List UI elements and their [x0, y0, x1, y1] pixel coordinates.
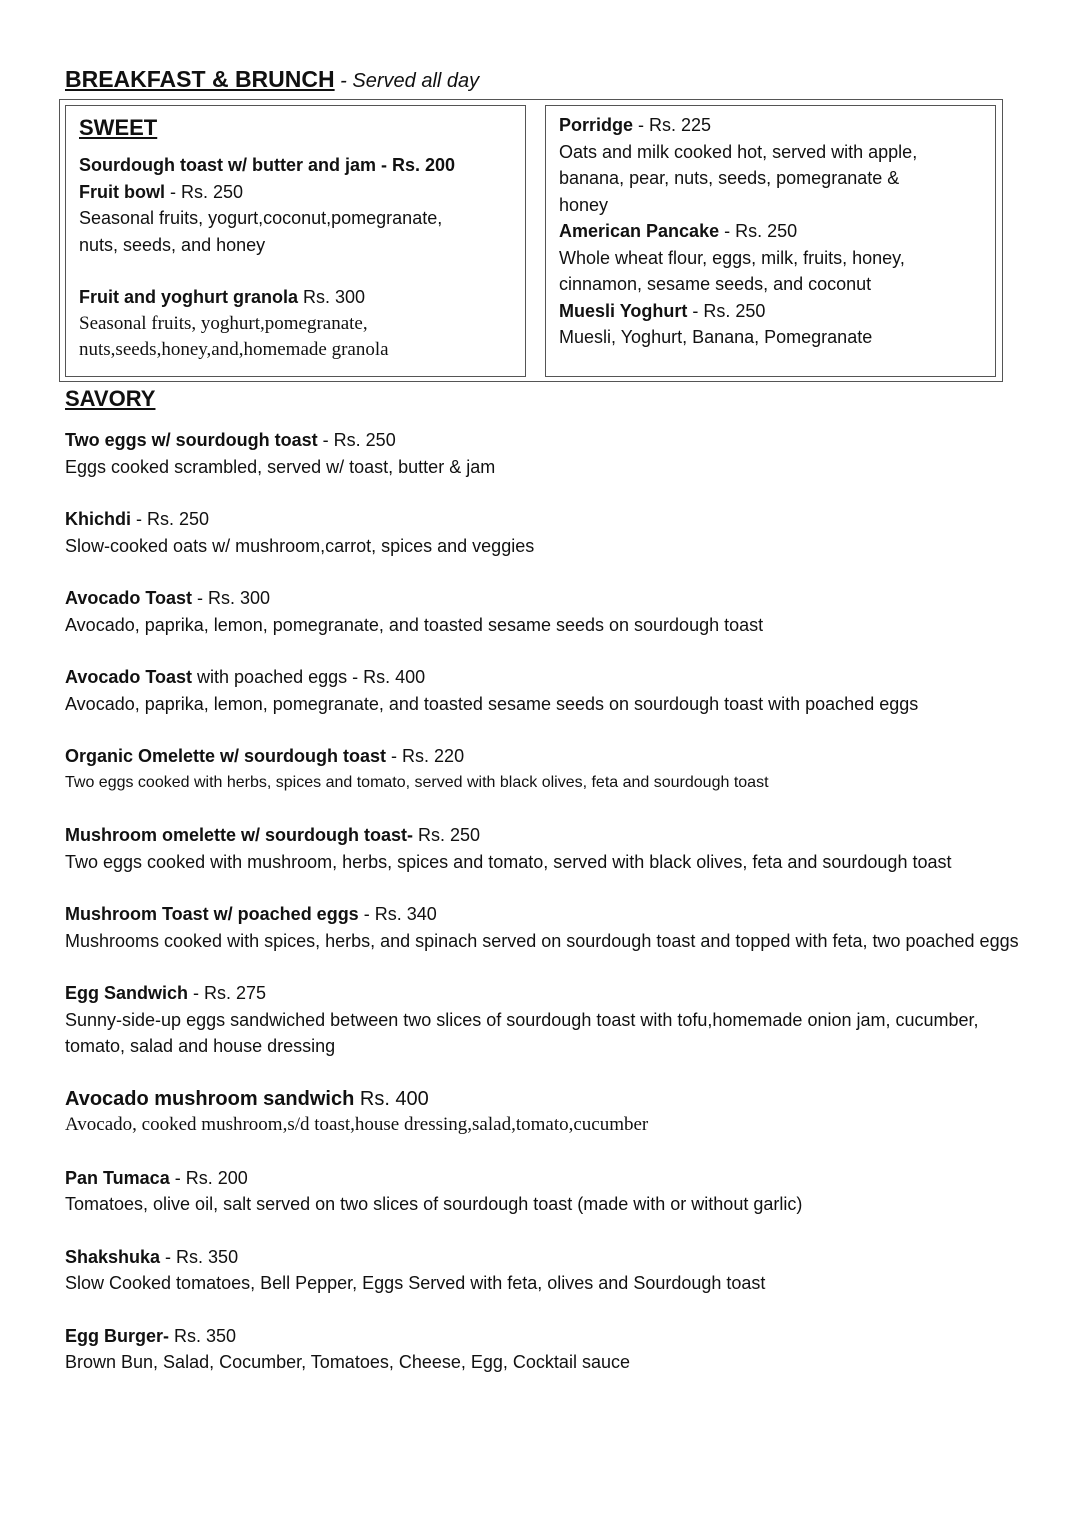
- savory-item-desc: Two eggs cooked with herbs, spices and tomato, served with black olives, feta and sourdough toast: [65, 773, 769, 791]
- pancake-name: American Pancake: [559, 221, 720, 241]
- savory-item-name: Mushroom omelette w/ sourdough toast-: [65, 825, 414, 845]
- savory-item-desc: Tomatoes, olive oil, salt served on two slices of sourdough toast (made with or without garlic): [65, 1194, 803, 1214]
- savory-item-price: - Rs. 300: [192, 588, 271, 608]
- savory-item-price: with poached eggs - Rs. 400: [192, 667, 426, 687]
- sweet-item-2-desc-2: nuts, seeds, and honey: [79, 234, 266, 255]
- savory-item: [65, 427, 1025, 480]
- savory-item-desc: Avocado, paprika, lemon, pomegranate, and toasted sesame seeds on sourdough toast with poached eggs: [65, 693, 919, 714]
- sweet-title: SWEET: [79, 115, 158, 140]
- sweet-item-2-name: Fruit bowl: [79, 181, 165, 202]
- savory-item-price: - Rs. 220: [386, 746, 465, 766]
- sweet-box: [65, 105, 526, 377]
- savory-item-desc: Sunny-side-up eggs sandwiched between two slices of sourdough toast with tofu,homemade onion jam, cucumber, tomato, salad and house dressing: [65, 1009, 979, 1056]
- savory-item-name: Two eggs w/ sourdough toast: [65, 430, 318, 450]
- sweet-item-2-price: - Rs. 250: [164, 181, 244, 202]
- sweet-item-3-price: Rs. 300: [298, 287, 366, 307]
- savory-item-price: - Rs. 200: [169, 1167, 248, 1188]
- savory-item-name: Egg Sandwich: [65, 983, 189, 1003]
- savory-item-price: - Rs. 250: [131, 509, 210, 529]
- savory-item: [65, 743, 1025, 796]
- savory-item-name: Shakshuka: [65, 1246, 161, 1267]
- porridge-price: - Rs. 225: [633, 115, 712, 135]
- porridge-name: Porridge: [559, 115, 634, 135]
- savory-item-price: Rs. 250: [413, 825, 481, 845]
- porridge-desc-3: honey: [559, 194, 609, 215]
- savory-section: [65, 385, 1025, 1402]
- muesli-desc-1: Muesli, Yoghurt, Banana, Pomegranate: [559, 327, 873, 347]
- muesli-price: - Rs. 250: [687, 300, 766, 321]
- savory-item-price: - Rs. 250: [317, 430, 396, 450]
- porridge-desc-2: banana, pear, nuts, seeds, pomegranate &: [559, 168, 900, 188]
- menu-subtitle: - Served all day: [334, 70, 480, 92]
- savory-item: [65, 1086, 1025, 1139]
- sweet-item-3-desc-2: nuts,seeds,honey,and,homemade granola: [79, 339, 389, 360]
- savory-item-desc: Slow-cooked oats w/ mushroom,carrot, spices and veggies: [65, 535, 535, 556]
- savory-item-desc: Avocado, cooked mushroom,s/d toast,house dressing,salad,tomato,cucumber: [65, 1114, 649, 1135]
- savory-item-name: Avocado Toast: [65, 588, 193, 608]
- savory-item-price: Rs. 400: [354, 1087, 429, 1110]
- savory-item: [65, 585, 1025, 638]
- savory-item-name: Avocado mushroom sandwich: [65, 1087, 355, 1110]
- savory-title: SAVORY: [65, 386, 156, 411]
- savory-item-name: Mushroom Toast w/ poached eggs: [65, 904, 359, 924]
- savory-item-name: Pan Tumaca: [65, 1167, 170, 1188]
- menu-title: BREAKFAST & BRUNCH: [65, 66, 335, 92]
- savory-item-desc: Brown Bun, Salad, Cocumber, Tomatoes, Cheese, Egg, Cocktail sauce: [65, 1352, 630, 1372]
- porridge-desc-1: Oats and milk cooked hot, served with apple,: [559, 141, 918, 162]
- savory-item: [65, 1165, 1025, 1218]
- pancake-desc-1: Whole wheat flour, eggs, milk, fruits, honey,: [559, 247, 905, 268]
- savory-item-desc: Two eggs cooked with mushroom, herbs, spices and tomato, served with black olives, feta and sourdough toast: [65, 851, 952, 872]
- sweet-item-3-name: Fruit and yoghurt granola: [79, 287, 298, 307]
- pancake-price: - Rs. 250: [719, 221, 798, 241]
- savory-item-desc: Eggs cooked scrambled, served w/ toast, butter & jam: [65, 456, 496, 477]
- savory-item-name: Avocado Toast: [65, 667, 193, 687]
- pancake-desc-2: cinnamon, sesame seeds, and coconut: [559, 274, 872, 294]
- savory-item-name: Organic Omelette w/ sourdough toast: [65, 746, 387, 766]
- savory-item: [65, 901, 1025, 954]
- right-box: [545, 105, 996, 377]
- savory-item-name: Khichdi: [65, 509, 131, 529]
- savory-item: [65, 1323, 1025, 1376]
- sweet-item-3-desc-1: Seasonal fruits, yoghurt,pomegranate,: [79, 312, 368, 334]
- menu-title-row: [65, 64, 1025, 96]
- savory-item: [65, 1244, 1025, 1297]
- muesli-name: Muesli Yoghurt: [559, 300, 688, 321]
- savory-item-price: - Rs. 350: [160, 1246, 239, 1267]
- sweet-item-1-name: Sourdough toast w/ butter and jam - Rs. 200: [79, 155, 456, 175]
- savory-item-price: - Rs. 275: [188, 983, 267, 1003]
- savory-item-name: Egg Burger-: [65, 1325, 170, 1346]
- menu-header: [65, 64, 1025, 96]
- savory-item-desc: Slow Cooked tomatoes, Bell Pepper, Eggs Served with feta, olives and Sourdough toast: [65, 1273, 766, 1293]
- savory-item-price: - Rs. 340: [358, 904, 437, 924]
- sweet-item-2-desc-1: Seasonal fruits, yogurt,coconut,pomegranate,: [79, 208, 443, 228]
- savory-item: [65, 664, 1025, 717]
- savory-item-desc: Avocado, paprika, lemon, pomegranate, and toasted sesame seeds on sourdough toast: [65, 614, 764, 635]
- savory-item-price: Rs. 350: [169, 1325, 237, 1346]
- savory-item: [65, 980, 1025, 1060]
- savory-item: [65, 822, 1025, 875]
- savory-item: [65, 506, 1025, 559]
- savory-item-desc: Mushrooms cooked with spices, herbs, and spinach served on sourdough toast and topped with feta, two poached eggs: [65, 930, 1019, 951]
